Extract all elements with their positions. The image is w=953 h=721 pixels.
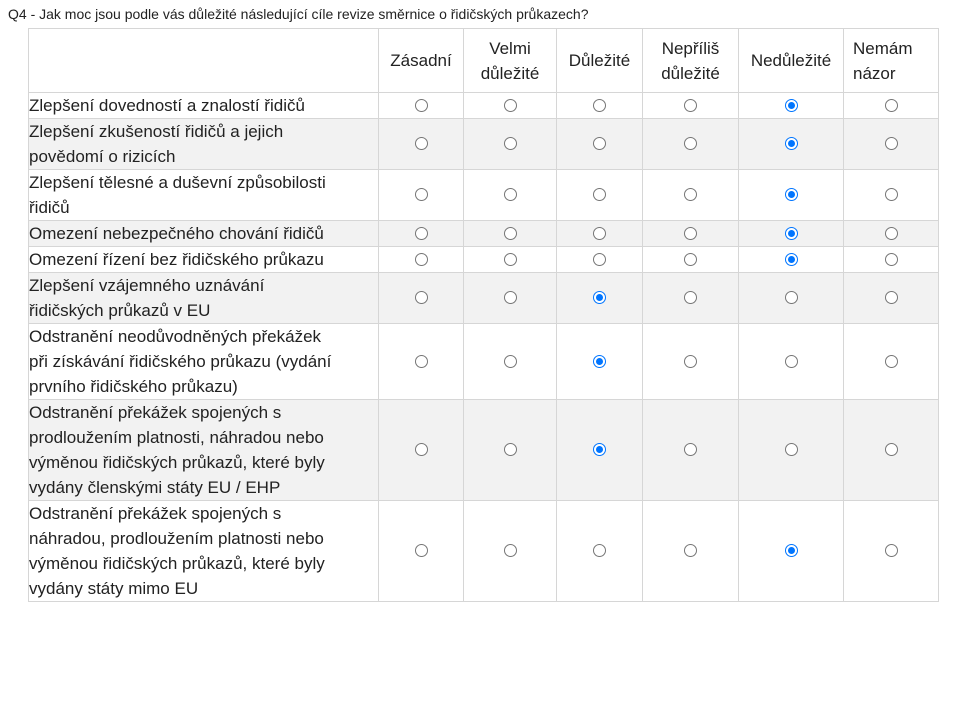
radio-cell bbox=[557, 119, 643, 170]
radio-nedulezite[interactable] bbox=[785, 355, 798, 368]
radio-cell bbox=[844, 170, 939, 221]
matrix-row bbox=[29, 324, 939, 400]
radio-dulezite[interactable] bbox=[593, 99, 606, 112]
row-label bbox=[29, 93, 379, 119]
radio-neprilis-dulezite[interactable] bbox=[684, 355, 697, 368]
radio-cell bbox=[844, 221, 939, 247]
column-header-line: názor bbox=[853, 63, 896, 83]
radio-neprilis-dulezite[interactable] bbox=[684, 443, 697, 456]
column-header-velmi-dulezite bbox=[464, 29, 557, 93]
radio-cell bbox=[739, 170, 844, 221]
radio-cell bbox=[557, 170, 643, 221]
radio-cell bbox=[464, 501, 557, 602]
radio-cell bbox=[844, 93, 939, 119]
radio-cell bbox=[739, 324, 844, 400]
header-row bbox=[29, 29, 939, 93]
radio-cell bbox=[844, 400, 939, 501]
radio-cell bbox=[379, 324, 464, 400]
column-header-line: Nemám bbox=[853, 38, 913, 58]
matrix-row bbox=[29, 273, 939, 324]
matrix-body bbox=[29, 93, 939, 602]
radio-cell bbox=[739, 93, 844, 119]
radio-velmi-dulezite[interactable] bbox=[504, 544, 517, 557]
row-label-line: Odstranění neodůvodněných překážek bbox=[29, 327, 322, 346]
row-label-line: při získávání řidičského průkazu (vydání bbox=[29, 352, 332, 371]
column-header-line: Nedůležité bbox=[750, 51, 832, 70]
radio-cell bbox=[379, 93, 464, 119]
radio-nedulezite[interactable] bbox=[785, 443, 798, 456]
radio-nemam-nazor[interactable] bbox=[885, 291, 898, 304]
radio-cell bbox=[844, 324, 939, 400]
column-header-line: Nepříliš bbox=[661, 38, 720, 58]
radio-nemam-nazor[interactable] bbox=[885, 137, 898, 150]
radio-zasadni[interactable] bbox=[415, 188, 428, 201]
radio-cell bbox=[643, 221, 739, 247]
radio-cell bbox=[464, 400, 557, 501]
radio-cell bbox=[557, 400, 643, 501]
radio-zasadni[interactable] bbox=[415, 355, 428, 368]
row-label-line: prvního řidičského průkazu) bbox=[29, 377, 238, 396]
row-label-line: Zlepšení tělesné a duševní způsobilosti bbox=[29, 173, 326, 192]
row-label bbox=[29, 221, 379, 247]
row-label-line: Zlepšení dovedností a znalostí řidičů bbox=[29, 96, 305, 115]
radio-cell bbox=[844, 273, 939, 324]
radio-zasadni[interactable] bbox=[415, 137, 428, 150]
radio-cell bbox=[464, 273, 557, 324]
radio-zasadni[interactable] bbox=[415, 99, 428, 112]
radio-nedulezite[interactable] bbox=[785, 188, 798, 201]
row-label-line: Zlepšení zkušeností řidičů a jejich bbox=[29, 122, 284, 141]
radio-cell bbox=[643, 273, 739, 324]
radio-nemam-nazor[interactable] bbox=[885, 544, 898, 557]
radio-velmi-dulezite[interactable] bbox=[504, 188, 517, 201]
column-header-line: důležité bbox=[661, 63, 720, 83]
radio-cell bbox=[464, 247, 557, 273]
radio-cell bbox=[379, 400, 464, 501]
row-label-line: Odstranění překážek spojených s bbox=[29, 504, 282, 523]
column-header-zasadni bbox=[379, 29, 464, 93]
radio-cell bbox=[379, 221, 464, 247]
radio-cell bbox=[643, 324, 739, 400]
row-label-line: výměnou řidičských průkazů, které byly bbox=[29, 453, 325, 472]
column-header-line: Zásadní bbox=[390, 51, 452, 70]
radio-cell bbox=[844, 119, 939, 170]
radio-cell bbox=[643, 501, 739, 602]
row-label bbox=[29, 247, 379, 273]
row-label-line: řidičských průkazů v EU bbox=[29, 301, 211, 320]
row-label-line: výměnou řidičských průkazů, které byly bbox=[29, 554, 325, 573]
radio-neprilis-dulezite[interactable] bbox=[684, 137, 697, 150]
radio-cell bbox=[739, 400, 844, 501]
radio-nedulezite[interactable] bbox=[785, 544, 798, 557]
radio-velmi-dulezite[interactable] bbox=[504, 443, 517, 456]
radio-cell bbox=[643, 119, 739, 170]
column-header-nemam-nazor bbox=[844, 29, 939, 93]
radio-zasadni[interactable] bbox=[415, 291, 428, 304]
radio-cell bbox=[739, 221, 844, 247]
radio-cell bbox=[379, 170, 464, 221]
radio-zasadni[interactable] bbox=[415, 253, 428, 266]
radio-cell bbox=[379, 119, 464, 170]
radio-cell bbox=[557, 501, 643, 602]
radio-velmi-dulezite[interactable] bbox=[504, 227, 517, 240]
row-label bbox=[29, 400, 379, 501]
matrix-row bbox=[29, 247, 939, 273]
matrix-row bbox=[29, 93, 939, 119]
row-label-line: vydány státy mimo EU bbox=[29, 579, 199, 598]
radio-dulezite[interactable] bbox=[593, 188, 606, 201]
radio-cell bbox=[739, 119, 844, 170]
radio-cell bbox=[643, 170, 739, 221]
radio-nemam-nazor[interactable] bbox=[885, 443, 898, 456]
row-label-line: Zlepšení vzájemného uznávání bbox=[29, 276, 265, 295]
radio-zasadni[interactable] bbox=[415, 544, 428, 557]
radio-neprilis-dulezite[interactable] bbox=[684, 544, 697, 557]
radio-zasadni[interactable] bbox=[415, 227, 428, 240]
radio-cell bbox=[557, 93, 643, 119]
radio-nedulezite[interactable] bbox=[785, 227, 798, 240]
radio-cell bbox=[464, 324, 557, 400]
header-blank bbox=[29, 29, 379, 93]
row-label bbox=[29, 170, 379, 221]
radio-cell bbox=[739, 501, 844, 602]
radio-velmi-dulezite[interactable] bbox=[504, 253, 517, 266]
radio-cell bbox=[557, 273, 643, 324]
radio-cell bbox=[379, 247, 464, 273]
row-label-line: Omezení řízení bez řidičského průkazu bbox=[29, 250, 324, 269]
radio-cell bbox=[643, 400, 739, 501]
radio-dulezite[interactable] bbox=[593, 443, 606, 456]
row-label-line: náhradou, prodloužením platnosti nebo bbox=[29, 529, 324, 548]
radio-cell bbox=[464, 170, 557, 221]
radio-cell bbox=[379, 273, 464, 324]
radio-nemam-nazor[interactable] bbox=[885, 253, 898, 266]
radio-velmi-dulezite[interactable] bbox=[504, 137, 517, 150]
radio-zasadni[interactable] bbox=[415, 443, 428, 456]
row-label bbox=[29, 324, 379, 400]
radio-cell bbox=[557, 324, 643, 400]
matrix-row bbox=[29, 119, 939, 170]
radio-dulezite[interactable] bbox=[593, 291, 606, 304]
row-label bbox=[29, 273, 379, 324]
radio-nemam-nazor[interactable] bbox=[885, 188, 898, 201]
row-label bbox=[29, 501, 379, 602]
matrix-row bbox=[29, 501, 939, 602]
row-label-line: prodloužením platnosti, náhradou nebo bbox=[29, 428, 324, 447]
radio-neprilis-dulezite[interactable] bbox=[684, 291, 697, 304]
row-label-line: vydány členskými státy EU / EHP bbox=[29, 478, 281, 497]
matrix-row bbox=[29, 221, 939, 247]
radio-nemam-nazor[interactable] bbox=[885, 99, 898, 112]
radio-cell bbox=[739, 273, 844, 324]
radio-nedulezite[interactable] bbox=[785, 99, 798, 112]
radio-cell bbox=[643, 247, 739, 273]
radio-neprilis-dulezite[interactable] bbox=[684, 227, 697, 240]
radio-nedulezite[interactable] bbox=[785, 253, 798, 266]
radio-cell bbox=[557, 221, 643, 247]
radio-neprilis-dulezite[interactable] bbox=[684, 188, 697, 201]
radio-nedulezite[interactable] bbox=[785, 291, 798, 304]
likert-matrix bbox=[28, 28, 939, 602]
column-header-dulezite bbox=[557, 29, 643, 93]
radio-cell bbox=[379, 501, 464, 602]
column-header-line: důležité bbox=[480, 63, 540, 83]
matrix-row bbox=[29, 400, 939, 501]
radio-cell bbox=[643, 93, 739, 119]
radio-dulezite[interactable] bbox=[593, 355, 606, 368]
radio-cell bbox=[739, 247, 844, 273]
radio-dulezite[interactable] bbox=[593, 253, 606, 266]
radio-nedulezite[interactable] bbox=[785, 137, 798, 150]
row-label-line: Omezení nebezpečného chování řidičů bbox=[29, 224, 324, 243]
radio-dulezite[interactable] bbox=[593, 137, 606, 150]
matrix-row bbox=[29, 170, 939, 221]
radio-cell bbox=[464, 221, 557, 247]
column-header-neprilis-dulezite bbox=[643, 29, 739, 93]
column-header-line: Důležité bbox=[568, 51, 631, 70]
radio-nemam-nazor[interactable] bbox=[885, 355, 898, 368]
radio-cell bbox=[844, 247, 939, 273]
radio-velmi-dulezite[interactable] bbox=[504, 291, 517, 304]
row-label-line: řidičů bbox=[29, 198, 70, 217]
row-label bbox=[29, 119, 379, 170]
radio-neprilis-dulezite[interactable] bbox=[684, 99, 697, 112]
radio-dulezite[interactable] bbox=[593, 544, 606, 557]
radio-velmi-dulezite[interactable] bbox=[504, 355, 517, 368]
column-header-line: Velmi bbox=[489, 38, 531, 58]
column-header-nedulezite bbox=[739, 29, 844, 93]
radio-cell bbox=[844, 501, 939, 602]
row-label-line: povědomí o rizicích bbox=[29, 147, 176, 166]
radio-velmi-dulezite[interactable] bbox=[504, 99, 517, 112]
row-label-line: Odstranění překážek spojených s bbox=[29, 403, 282, 422]
radio-cell bbox=[557, 247, 643, 273]
radio-cell bbox=[464, 119, 557, 170]
radio-neprilis-dulezite[interactable] bbox=[684, 253, 697, 266]
question-title: Q4 - Jak moc jsou podle vás důležité následující cíle revize směrnice o řidičských průkazech? bbox=[8, 6, 589, 22]
radio-nemam-nazor[interactable] bbox=[885, 227, 898, 240]
radio-cell bbox=[464, 93, 557, 119]
radio-dulezite[interactable] bbox=[593, 227, 606, 240]
